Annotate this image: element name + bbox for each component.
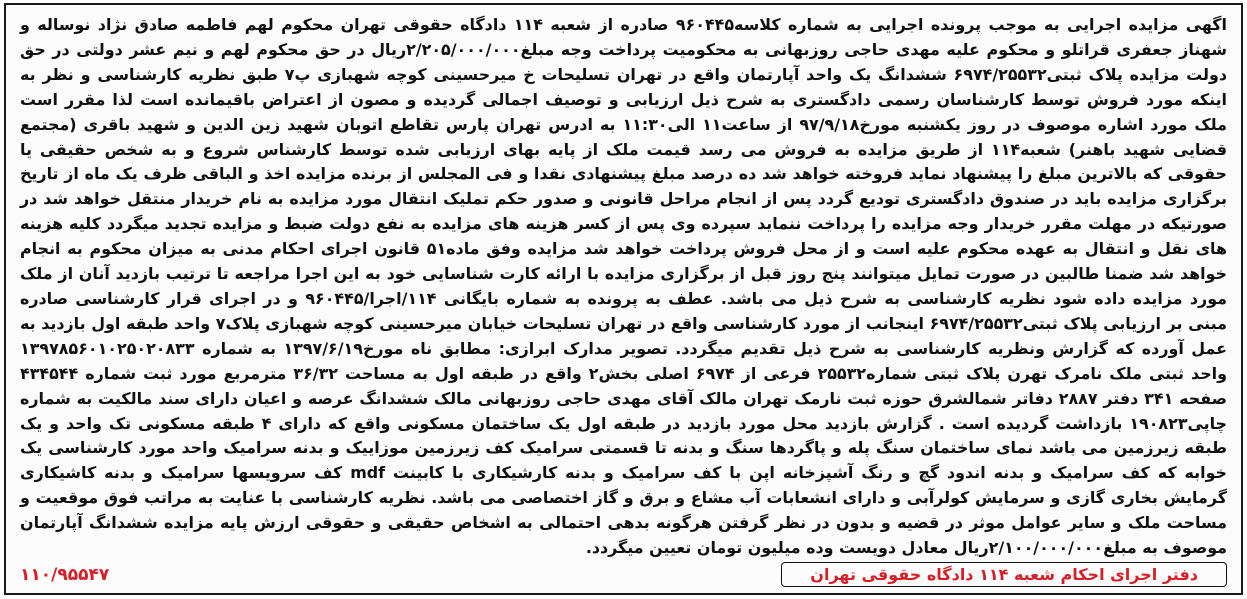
notice-body-text: اگهی مزایده اجرایی به موجب پرونده اجرایی به شماره کلاسه۹۶۰۴۴۵ صادره از شعبه ۱۱۴ دادگاه حقوقی تهران محکوم لهم فاطمه صادق نژاد نوساله و شهناز جعفری قراتلو و محکوم علیه مهدی حاجی روزبهانی به محکومیت پرداخت وجه مبلغ۲/۲۰۵/۰۰۰/۰۰۰ریال در حق محکوم لهم و نیم عشر دولتی در حق دولت مزایده پلاک ثبتی۶۹۷۴/۲۵۵۳۲ ششدانگ یک واحد آپارتمان واقع در تهران تسلیحات خ میرحسینی کوچه شهبازی پ۷ طبق نظریه کارشناسی و نظر به اینکه مورد فروش توسط کارشناسان رسمی دادگستری به شرح ذیل ارزیابی و توصیف اجمالی گردیده و مصون از اعتراض باقیمانده است لذا مقرر است ملک مورد اشاره موصوف در روز یکشنبه مورخ۹۷/۹/۱۸ از ساعت۱۱ الی۱۱:۳۰ به ادرس تهران پارس تقاطع اتوبان شهید زین الدین و شهید باقری (مجتمع قضایی شهید باهنر) شعبه۱۱۴ از طریق مزایده به فروش می رسد قیمت ملک از پایه بهای ارزیابی شده توسط کارشناس شروع و به شخص حقیقی یا حقوقی که بالاترین مبلغ را پیشنهاد نماید فروخته خواهد شد ده درصد مبلغ پیشنهادی نقدا و فی المجلس از برنده مزایده اخذ و الباقی ظرف یک ماه از تاریخ برگزاری مزایده باید در صندوق دادگستری تودیع گردد پس از انجام مراحل قانونی و صدور حکم تملیک انتقال مورد مزایده به نام خریدار منتقل خواهد شد در صورتیکه در مهلت مقرر خریدار وجه مزایده را پرداخت ننماید سپرده وی پس از کسر هزینه های مزایده به نفع دولت ضبط و مزایده تجدید میگردد کلیه هزینه های نقل و انتقال به عهده محکوم علیه است و از محل فروش پرداخت خواهد شد مزایده وفق ماده۵۱ قانون اجرای احکام مدنی به میزان محکوم به انجام خواهد شد ضمنا طالبین در صورت تمایل میتوانند پنج روز قبل از برگزاری مزایده با ارائه کارت شناسایی خود به این اجرا مراجعه تا ترتیب بازدید آنان از ملک مورد مزایده داده شود نظریه کارشناسی به شرح ذیل می باشد. عطف به پرونده به شماره بایگانی ۱۱۴/اجرا/۹۶۰۴۴۵ و در اجرای قرار کارشناسی صادره مبنی بر ارزیابی پلاک ثبتی۶۹۷۴/۲۵۵۳۲ اینجانب از مورد کارشناسی واقع در تهران تسلیحات خیابان میرحسینی کوچه شهبازی پلاک۷ واحد طبقه اول بازدید به عمل آورده که گزارش ونظریه کارشناسی به شرح ذیل تقدیم میگردد. تصویر مدارک ابرازی: مطابق ناه مورخ۱۳۹۷/۶/۱۹ به شماره ۱۳۹۷۸۵۶۰۱۰۲۵۰۲۰۸۳۳ واحد ثبتی ملک نامرک تهرن پلاک ثبتی شماره۲۵۵۳۲ فرعی از ۶۹۷۴ اصلی بخش۲ واقع در طبقه اول به مساحت ۳۶/۳۲ مترمربع مورد ثبت شماره ۴۳۴۵۴۴ صفحه ۳۴۱ دفتر ۲۸۸۷ دفاتر شمالشرق حوزه ثبت نارمک تهران مالک آقای مهدی حاجی روزبهانی مالک ششدانگ عرصه و اعیان دارای سند مالکیت به شماره چاپی۱۹۰۸۲۳ بازداشت گردیده است . گزارش بازدید محل مورد بازدید در طبقه اول یک ساختمان مسکونی واقع که دارای ۴ طبقه مسکونی تک واحد و یک طبقه زیرزمین می باشد نمای ساختمان سنگ پله و پاگردها سنگ و بدنه تا قسمتی سرامیک کف زیرزمین موزاییک و بدنه سرامیک واحد مورد کارشناسی یک خوابه که کف سرامیک و بدنه اندود گچ و رنگ آشپزخانه اپن با کف سرامیک و بدنه کارشیکاری با کابینت mdf کف سرویسها سرامیک و بدنه کاشیکاری گرمایش بخاری گازی و سرمایش کولرآبی و دارای انشعابات آب مشاع و برق و گاز اختصاصی می باشد. نظریه کارشناسی با عنایت به مراتب فوق موقعیت و مساحت ملک و سایر عوامل موثر در قضیه و بدون در نظر گرفتن هرگونه بدهی احتمالی به اشخاص حقیقی و حقوقی ارزش پایه مزایده ششدانگ آپارتمان موصوف به مبلغ۲/۱۰۰/۰۰۰/۰۰۰ریال معادل دویست وده میلیون تومان تعیین میگردد.	[20, 15, 1228, 558]
reference-number: ۱۱۰/۹۵۵۴۷	[20, 565, 110, 585]
office-signature-box: دفتر اجرای احکام شعبه ۱۱۴ دادگاه حقوقی تهران	[781, 562, 1227, 587]
auction-notice	[4, 3, 1243, 595]
notice-footer	[20, 557, 1227, 587]
